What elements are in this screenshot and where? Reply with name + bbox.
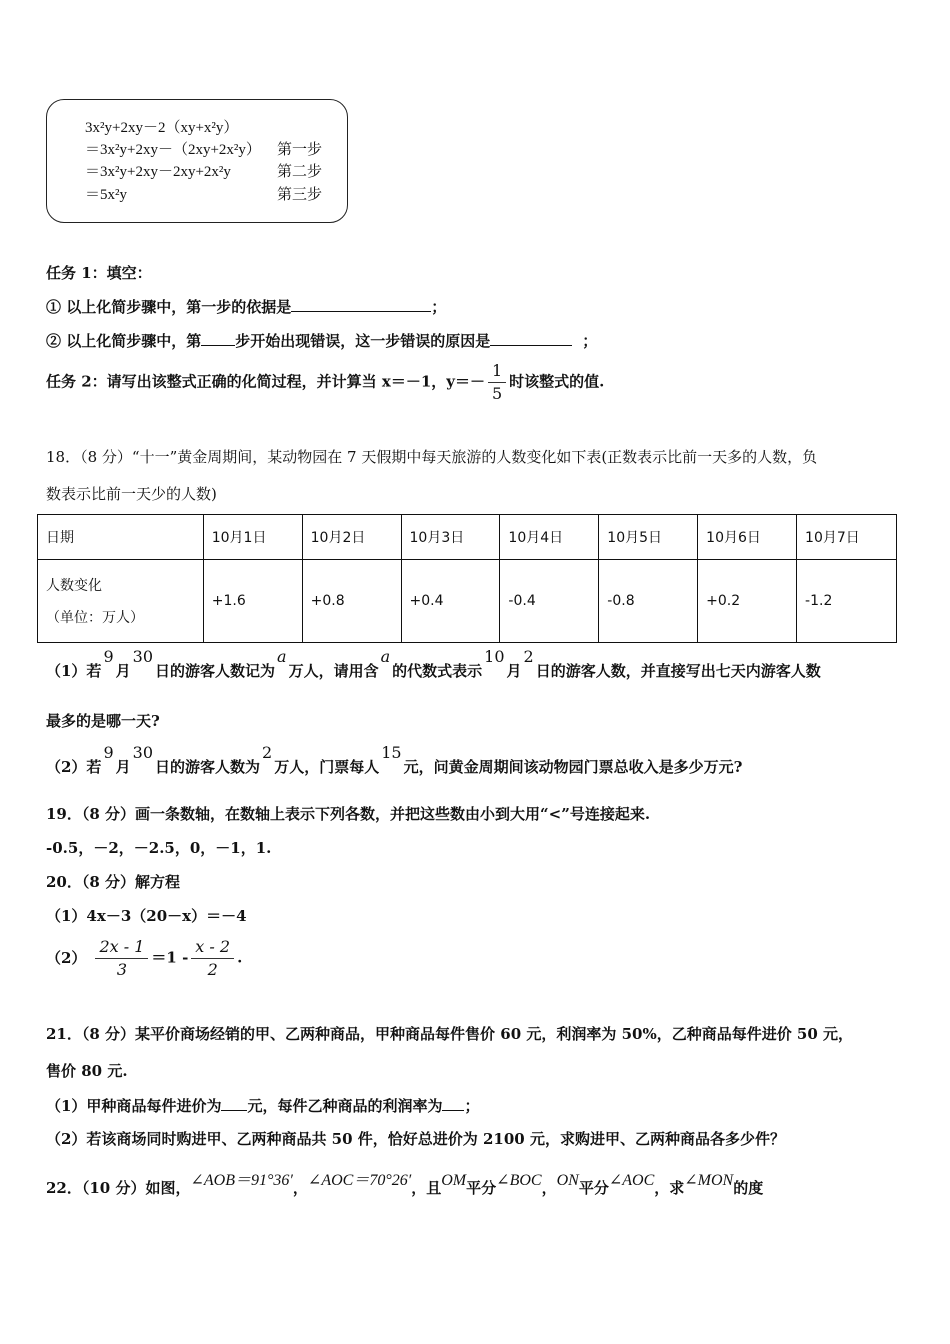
- q18-p1-sup6: 2: [523, 647, 534, 666]
- table-cell: +1.6: [203, 560, 302, 643]
- q22-on: ON: [556, 1172, 579, 1189]
- q18-line1: 18．（8 分）“十一”黄金周期间，某动物园在 7 天假期中每天旅游的人数变化如下表(正数表示比前一天多的人数，负: [46, 448, 818, 466]
- q22-angle-aoc: ∠AOC＝70°26′: [307, 1172, 412, 1189]
- q22-h: 的度: [733, 1179, 764, 1197]
- q18-p1-sup1: 9: [103, 647, 114, 666]
- q18-p1-b: 月: [115, 662, 131, 680]
- table-header-cell: 10月3日: [401, 515, 500, 560]
- q18-p2-sup4: 15: [381, 743, 402, 762]
- q18-p1-sup2: 30: [132, 647, 153, 666]
- table-cell: +0.4: [401, 560, 500, 643]
- task1-q2: [46, 330, 597, 351]
- q22-b: ，: [292, 1179, 308, 1197]
- q19-line1: 19．（8 分）画一条数轴，在数轴上表示下列各数，并把这些数由小到大用“<”号连接起来.: [46, 805, 651, 823]
- q18-p1-sup3: a: [277, 647, 287, 666]
- box-line-3-expr: ＝3x²y+2xy－2xy+2x²y: [85, 164, 231, 180]
- table-header-cell: 10月5日: [599, 515, 698, 560]
- q22-g: ，求: [654, 1179, 685, 1197]
- q20-frac2-den: 2: [207, 960, 218, 979]
- task2-fraction: [488, 362, 506, 403]
- table-cell: -0.8: [599, 560, 698, 643]
- q18-p2-d: 万人，门票每人: [274, 758, 380, 776]
- q20-title: 20．（8 分）解方程: [46, 873, 181, 891]
- q18-part2: [46, 743, 743, 777]
- task1-q1: [46, 296, 446, 317]
- table-row-label: [38, 560, 204, 643]
- q18-p1-sup4: a: [380, 647, 391, 666]
- task1-q2-mid: 步开始出现错误，这一步错误的原因是: [235, 332, 491, 350]
- q18-part1: [46, 647, 821, 681]
- table-header-row: [38, 515, 897, 560]
- q21-part1: [46, 1095, 479, 1116]
- task2-frac-num: 1: [488, 362, 506, 383]
- q22-d: 平分: [466, 1179, 497, 1197]
- q19-line2: -0.5，－2，－2.5，0，－1，1.: [46, 839, 272, 857]
- q18-p1-sup5: 10: [484, 647, 505, 666]
- q18-p2-sup2: 30: [132, 743, 153, 762]
- q20-eq2-label: （2）: [46, 948, 87, 967]
- task1-title: 任务 1：填空：: [46, 264, 152, 282]
- q21-p1-suffix: ；: [464, 1097, 480, 1115]
- table-header-cell: 10月6日: [698, 515, 797, 560]
- q22-c: ，且: [411, 1179, 442, 1197]
- q22-angle-boc: ∠BOC: [496, 1172, 542, 1189]
- q18-p2-sup3: 2: [262, 743, 273, 762]
- task2: [46, 362, 604, 403]
- task1-q2-blank-step: [201, 331, 235, 346]
- q21-p1-mid: 元，每件乙种商品的利润率为: [247, 1097, 443, 1115]
- q18-p2-e: 元，问黄金周期间该动物园门票总收入是多少万元?: [403, 758, 743, 776]
- q18-part1-line2: 最多的是哪一天?: [46, 712, 160, 730]
- q20-eq2: [46, 938, 242, 979]
- q18-p2-c: 日的游客人数为: [155, 758, 261, 776]
- row-label-line2: （单位：万人）: [46, 610, 144, 626]
- q21-p1-blank-cost: [221, 1096, 247, 1111]
- q21-p1-blank-rate: [442, 1096, 464, 1111]
- box-line-1: 3x²y+2xy－2（xy+x²y）: [85, 120, 239, 136]
- q18-p1-a: （1）若: [46, 662, 102, 680]
- q20-eq2-end: .: [237, 948, 243, 967]
- q20-frac2: [191, 938, 234, 979]
- q22-f: 平分: [578, 1179, 609, 1197]
- expression-box: [46, 99, 348, 223]
- q22-angle-aob: ∠AOB＝91°36′: [190, 1172, 293, 1189]
- q18-p1-e: 的代数式表示: [392, 662, 483, 680]
- task1-q1-suffix: ；: [431, 298, 447, 316]
- q18-p1-f: 月: [506, 662, 522, 680]
- q21-part2: （2）若该商场同时购进甲、乙两种商品共 50 件，恰好总进价为 2100 元，求购进甲、乙两种商品各多少件？: [46, 1130, 785, 1148]
- task1-q1-blank: [291, 297, 431, 312]
- task1-q1-text: ① 以上化简步骤中，第一步的依据是: [46, 298, 292, 316]
- q18-p1-d: 万人，请用含: [288, 662, 379, 680]
- box-line-2-expr: ＝3x²y+2xy－（2xy+2x²y）: [85, 142, 261, 158]
- q21-p1-text: （1）甲种商品每件进价为: [46, 1097, 222, 1115]
- q21-line2: 售价 80 元.: [46, 1062, 128, 1080]
- task1-q2-text: ② 以上化简步骤中，第: [46, 332, 202, 350]
- task2-text: 任务 2：请写出该整式正确的化简过程，并计算当 x＝－1，y＝－: [46, 372, 485, 391]
- table-header-cell: 10月4日: [500, 515, 599, 560]
- q18-p2-b: 月: [115, 758, 131, 776]
- box-line-4-expr: ＝5x²y: [85, 187, 127, 203]
- q21-line1: 21．（8 分）某平价商场经销的甲、乙两种商品，甲种商品每件售价 60 元，利润率为 50%，乙种商品每件进价 50 元，: [46, 1025, 854, 1043]
- q18-p1-c: 日的游客人数记为: [155, 662, 276, 680]
- table-row: [38, 560, 897, 643]
- visitor-change-table: [37, 514, 897, 643]
- q22-om: OM: [441, 1172, 467, 1189]
- task2-frac-den: 5: [491, 384, 503, 403]
- box-line-3-step: 第二步: [277, 164, 323, 180]
- box-line-4-step: 第三步: [277, 187, 323, 203]
- q22-a: 22．（10 分）如图，: [46, 1179, 191, 1197]
- q18-p2-sup1: 9: [103, 743, 114, 762]
- q18-line2: 数表示比前一天少的人数): [46, 485, 217, 503]
- q18-p2-a: （2）若: [46, 758, 102, 776]
- q22-angle-mon: ∠MON: [684, 1172, 734, 1189]
- q22-angle-aoc-2: ∠AOC: [608, 1172, 655, 1189]
- q20-frac2-num: x - 2: [191, 938, 234, 959]
- table-cell: -1.2: [797, 560, 897, 643]
- task2-suffix: 时该整式的值.: [509, 372, 605, 391]
- q20-eq2-mid: ＝1 -: [151, 948, 189, 967]
- q22: [46, 1172, 764, 1198]
- q20-frac1-den: 3: [116, 960, 128, 979]
- q20-frac1: [95, 938, 148, 979]
- table-cell: -0.4: [500, 560, 599, 643]
- q20-frac1-num: 2x - 1: [95, 938, 148, 959]
- table-header-cell: 10月1日: [203, 515, 302, 560]
- table-header-cell: 10月2日: [302, 515, 401, 560]
- box-line-2-step: 第一步: [277, 142, 323, 158]
- q20-eq1: （1）4x－3（20－x）＝－4: [46, 907, 247, 925]
- task1-q2-blank-reason: [490, 331, 572, 346]
- table-header-cell: 10月7日: [797, 515, 897, 560]
- table-cell: +0.8: [302, 560, 401, 643]
- q22-e: ，: [541, 1179, 557, 1197]
- table-cell: +0.2: [698, 560, 797, 643]
- task1-q2-suffix: ；: [582, 332, 598, 350]
- table-header-cell: 日期: [38, 515, 204, 560]
- q18-p1-g: 日的游客人数，并直接写出七天内游客人数: [535, 662, 821, 680]
- row-label-line1: 人数变化: [46, 578, 102, 594]
